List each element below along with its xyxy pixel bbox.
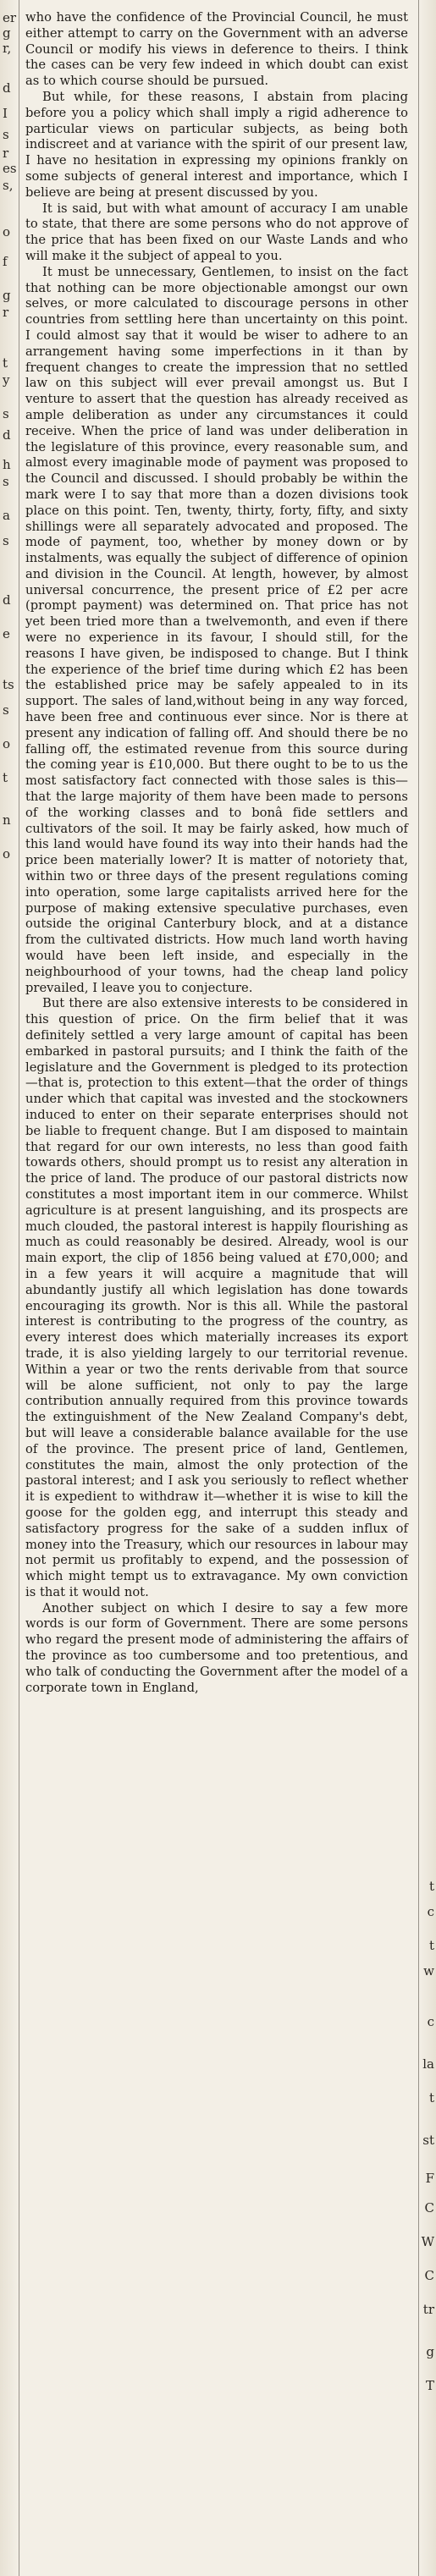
margin-fragment: c — [427, 1904, 434, 1919]
margin-fragment: er — [3, 10, 17, 25]
margin-fragment: d — [3, 427, 11, 443]
margin-fragment: t — [3, 355, 8, 371]
left-column-fragments — [3, 0, 16, 2576]
margin-fragment: t — [428, 2090, 434, 2105]
margin-fragment: g — [426, 2344, 434, 2359]
margin-fragment: g — [3, 25, 11, 41]
margin-fragment: es — [3, 161, 17, 176]
paragraph: who have the confidence of the Provincial Council, he must either attempt to carry on the Government with an adverse Council or modify his views in deference to theirs. I think the cases can be very few indeed in which doubt can exist as to which course should be pursued. — [25, 10, 408, 89]
margin-fragment: o — [3, 736, 11, 751]
paragraph: It is said, but with what amount of accuracy I am unable to state, that there are some persons who do not approve of the price that has been fixed on our Waste Lands and who will make it the subject of appeal to you. — [25, 201, 408, 263]
margin-fragment: s — [3, 533, 9, 548]
margin-fragment: s — [3, 474, 9, 489]
margin-fragment: st — [422, 2133, 434, 2148]
margin-fragment: r, — [3, 41, 12, 56]
margin-fragment: f — [3, 254, 8, 269]
margin-fragment: t — [428, 1879, 434, 1894]
paragraph: But there are also extensive interests to be considered in this question of price. On the firm belief that it was definitely settled a very large amount of capital has been embarked in pastoral pursuits; and I think the faith of the legislature and the Government is pledged to its protection—that is, protection to this extent—that the order of things under which that capital was invested and the stockowners induced to enter on their separate enterprises should not be liable to frequent change. But I am disposed to maintain that regard for our own interests, no less than good faith towards others, should prompt us to resist any alteration in the price of land. The produce of our pastoral districts now constitutes a most important item in our commerce. Whilst agriculture is at present languishing, and its prospects are much clouded, the pastoral interest is happily flourishing as much as could reasonably be desired. Already, wool is our main export, the clip of 1856 being valued at £70,000; and in a few years it will acquire a magnitude that will abundantly justify all which legislation has done towards encouraging its growth. Nor is this all. While the pastoral interest is contributing to the progress of the country, as every interest does which materially increases its export trade, it is also yielding largely to our territorial revenue. Within a year or two the rents derivable from that source will be alone sufficient, not only to pay the large contribution annually required from this province towards the extinguishment of the New Zealand Company's debt, but will leave a considerable balance available for the use of the province. The present price of land, Gentlemen, constitutes the main, almost the only protection of the pastoral interest; and I ask you seriously to reflect whether it is expedient to withdraw it—whether it is wise to kill the goose for the golden egg, and interrupt this steady and satisfactory progress for the sake of a sudden influx of money into the Treasury, which our resources in labour may not permit us profitably to expend, and the possession of which might tempt us to extravagance. My own conviction is that it would not. — [25, 996, 408, 1599]
margin-fragment: r — [3, 146, 9, 161]
margin-fragment: o — [3, 224, 11, 239]
margin-fragment: la — [422, 2056, 434, 2072]
margin-fragment: o — [3, 846, 11, 861]
article-column — [25, 10, 408, 1696]
margin-fragment: C — [424, 2200, 434, 2215]
margin-fragment: s — [3, 702, 9, 718]
margin-fragment: a — [3, 508, 10, 523]
margin-fragment: y — [3, 372, 10, 388]
margin-fragment: s — [3, 406, 9, 421]
margin-fragment: r — [3, 305, 9, 320]
margin-fragment: t — [3, 770, 8, 785]
margin-fragment: e — [3, 626, 10, 641]
margin-fragment: c — [427, 2014, 434, 2029]
margin-fragment: W — [421, 2234, 434, 2249]
margin-fragment: s, — [3, 178, 14, 193]
margin-fragment: tr — [422, 2302, 434, 2317]
paragraph: But while, for these reasons, I abstain from placing before you a policy which shall imply a rigid adherence to particular views on particular subjects, as being both indiscreet and at variance with the spirit of our present law, I have no hesitation in expressing my opinions frankly on some subjects of general interest and importance, which I believe are being at present discussed by you. — [25, 89, 408, 200]
margin-fragment: h — [3, 457, 11, 472]
margin-fragment: s — [3, 127, 9, 142]
margin-fragment: I — [3, 106, 8, 121]
paragraph: It must be unnecessary, Gentlemen, to insist on the fact that nothing can be more objectionable amongst our own selves, or more calculated to discourage persons in other countries from settling here than uncertainty on this point. I could almost say that it would be wiser to adhere to an arrangement having some imperfections in it than by frequent changes to create the impression that no settled law on this subject will ever prevail amongst us. But I venture to assert that the question has already received as ample deliberation as under any circumstances it could receive. When the price of land was under deliberation in the legislature of this province, every reasonable sum, and almost every imaginable mode of payment was proposed to the Council and discussed. I should probably be within the mark were I to say that more than a dozen divisions took place on this point. Ten, twenty, thirty, forty, fifty, and sixty shillings were all separately advocated and proposed. The mode of payment, too, whether by money down or by instalments, was equally the subject of difference of opinion and division in the Council. At length, however, by almost universal concurrence, the present price of £2 per acre (prompt payment) was determined on. That price has not yet been tried more than a twelvemonth, and even if there were no experience in its favour, I should still, for the reasons I have given, be indisposed to change. But I think the experience of the brief time during which £2 has been the established price may be safely appealed to in its support. The sales of land,without being in any way forced, have been free and continuous ever since. Nor is there at present any indication of falling off. And should there be no falling off, the estimated revenue from this source during the coming year is £10,000. But there ought to be to us the most satisfactory fact connected with those sales is this—that the large majority of them have been made to persons of the working classes and to bonâ fide settlers and cultivators of the soil. It may be fairly asked, how much of this land would have found its way into their hands had the price been materially lower? It is matter of notoriety that, within two or three days of the present regulations coming into operation, some large capitalists arrived here for the purpose of making extensive speculative purchases, even outside the original Canterbury block, and at a distance from the cultivated districts. How much land worth having would have been left inside, and especially in the neighbourhood of your towns, had the cheap land policy prevailed, I leave you to conjecture. — [25, 264, 408, 995]
margin-fragment: t — [428, 1938, 434, 1953]
margin-fragment: d — [3, 80, 11, 96]
margin-fragment: w — [423, 1963, 434, 1979]
margin-fragment: C — [424, 2268, 434, 2283]
margin-fragment: T — [425, 2378, 434, 2393]
right-column-rule — [418, 0, 419, 2576]
margin-fragment: ts — [3, 677, 14, 692]
margin-fragment: d — [3, 592, 11, 608]
margin-fragment: n — [3, 812, 11, 828]
margin-fragment: g — [3, 288, 11, 303]
margin-fragment: F — [425, 2171, 434, 2186]
paragraph: Another subject on which I desire to say a few more words is our form of Government. There are some persons who regard the present mode of administering the affairs of the province as too cumbersome and too pretentious, and who talk of conducting the Government after the model of a corporate town in England, — [25, 1600, 408, 1695]
right-column-fragments — [421, 0, 434, 2576]
